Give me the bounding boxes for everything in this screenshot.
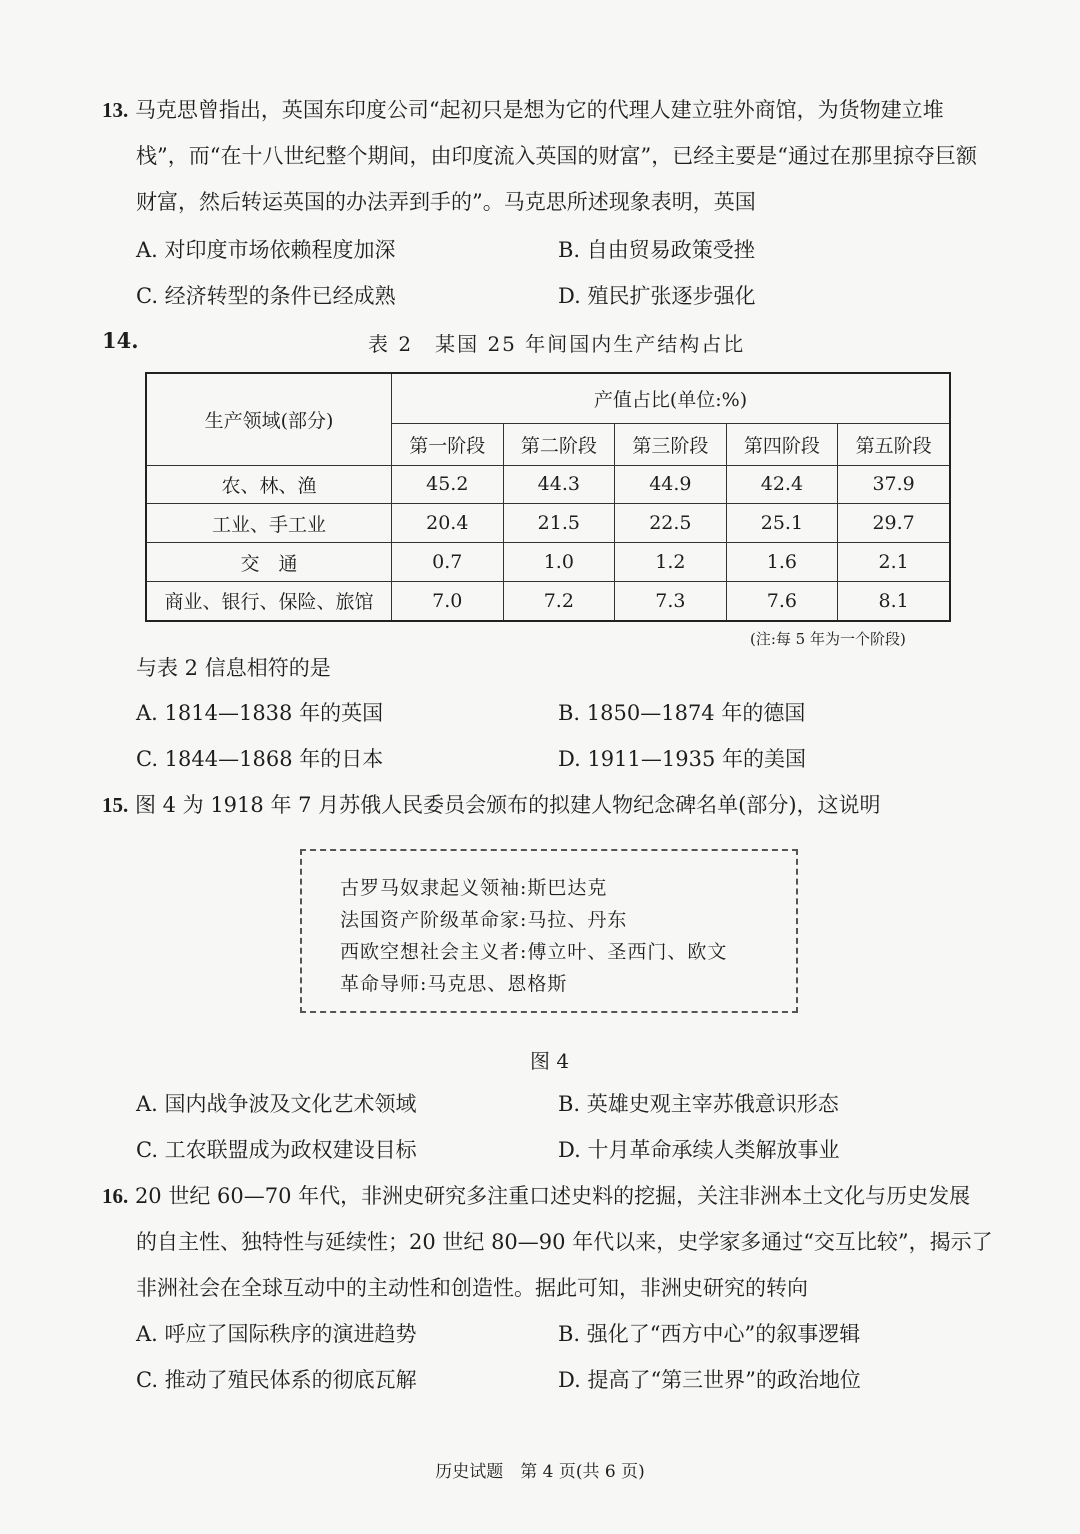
question-13 (102, 87, 1002, 225)
option-b[interactable]: B. 自由贸易政策受挫 (558, 238, 755, 262)
question-number: 16. (102, 1184, 129, 1208)
table-row (146, 465, 950, 504)
cell: 37.9 (838, 465, 950, 504)
figure-caption: 图 4 (530, 1049, 570, 1073)
option-c[interactable]: C. 经济转型的条件已经成熟 (136, 284, 396, 308)
cell: 2.1 (838, 543, 950, 582)
row-label: 农、林、渔 (146, 465, 392, 504)
option-d[interactable]: D. 十月革命承续人类解放事业 (558, 1138, 840, 1162)
question-16-line-2: 的自主性、独特性与延续性；20 世纪 80—90 年代以来，史学家多通过“交互比较”，揭示了 (136, 1230, 993, 1254)
cell: 7.6 (726, 581, 838, 621)
stage-header: 第四阶段 (726, 423, 838, 465)
question-15-stem: 图 4 为 1918 年 7 月苏俄人民委员会颁布的拟建人物纪念碑名单(部分)，这说明 (134, 793, 881, 817)
stage-header: 第一阶段 (392, 423, 504, 465)
question-16-line-1: 16. 20 世纪 60—70 年代，非洲史研究多注重口述史料的挖掘，关注非洲本土文化与历史发展 (102, 1184, 971, 1208)
table-row (146, 504, 950, 543)
cell: 22.5 (615, 504, 727, 543)
table-row (146, 543, 950, 582)
question-number: 13. (102, 98, 129, 122)
option-b[interactable]: B. 英雄史观主宰苏俄意识形态 (558, 1092, 839, 1116)
cell: 1.0 (503, 543, 615, 582)
option-b[interactable]: B. 1850—1874 年的德国 (558, 701, 806, 725)
question-13-line-2: 栈”，而“在十八世纪整个期间，由印度流入英国的财富”，已经主要是“通过在那里掠夺巨额 (136, 144, 977, 168)
option-b[interactable]: B. 强化了“西方中心”的叙事逻辑 (558, 1322, 861, 1346)
option-a[interactable]: A. 1814—1838 年的英国 (136, 701, 384, 725)
option-d[interactable]: D. 殖民扩张逐步强化 (558, 284, 756, 308)
question-13-line-1: 13. 马克思曾指出，英国东印度公司“起初只是想为它的代理人建立驻外商馆，为货物建立堆 (102, 98, 944, 122)
option-c[interactable]: C. 工农联盟成为政权建设目标 (136, 1138, 417, 1162)
question-15 (102, 782, 1002, 828)
option-c[interactable]: C. 1844—1868 年的日本 (136, 747, 384, 771)
question-16-line-3: 非洲社会在全球互动中的主动性和创造性。据此可知，非洲史研究的转向 (136, 1276, 808, 1300)
question-15-options (136, 1081, 996, 1173)
cell: 1.6 (726, 543, 838, 582)
cell: 7.0 (392, 581, 504, 621)
row-label: 商业、银行、保险、旅馆 (146, 581, 392, 621)
cell: 21.5 (503, 504, 615, 543)
question-13-options (136, 227, 996, 319)
cell: 29.7 (838, 504, 950, 543)
figure-line: 古罗马奴隶起义领袖:斯巴达克 (340, 877, 608, 899)
cell: 7.3 (615, 581, 727, 621)
stage-header: 第五阶段 (838, 423, 950, 465)
cell: 44.3 (503, 465, 615, 504)
question-16-options (136, 1311, 996, 1403)
cell: 8.1 (838, 581, 950, 621)
cell: 7.2 (503, 581, 615, 621)
option-a[interactable]: A. 对印度市场依赖程度加深 (136, 238, 396, 262)
option-c[interactable]: C. 推动了殖民体系的彻底瓦解 (136, 1368, 417, 1392)
cell: 0.7 (392, 543, 504, 582)
cell: 42.4 (726, 465, 838, 504)
table-note: (注:每 5 年为一个阶段) (750, 630, 906, 648)
figure-4-box (300, 849, 798, 1013)
stage-header: 第三阶段 (615, 423, 727, 465)
production-table (145, 372, 951, 622)
cell: 20.4 (392, 504, 504, 543)
figure-line: 法国资产阶级革命家:马拉、丹东 (340, 909, 628, 931)
table-group-header: 产值占比(单位:%) (392, 373, 951, 423)
stage-header: 第二阶段 (503, 423, 615, 465)
cell: 44.9 (615, 465, 727, 504)
option-a[interactable]: A. 国内战争波及文化艺术领域 (136, 1092, 417, 1116)
option-d[interactable]: D. 1911—1935 年的美国 (558, 747, 807, 771)
option-d[interactable]: D. 提高了“第三世界”的政治地位 (558, 1368, 861, 1392)
figure-line: 西欧空想社会主义者:傅立叶、圣西门、欧文 (340, 941, 728, 963)
option-a[interactable]: A. 呼应了国际秩序的演进趋势 (136, 1322, 417, 1346)
cell: 45.2 (392, 465, 504, 504)
page-footer: 历史试题 第 4 页(共 6 页) (435, 1462, 645, 1482)
row-label: 工业、手工业 (146, 504, 392, 543)
question-14-number: 14. (102, 328, 139, 353)
question-14-stem: 与表 2 信息相符的是 (136, 656, 331, 680)
question-14-options (136, 690, 996, 782)
table-caption: 表 2 某国 25 年间国内生产结构占比 (368, 332, 746, 356)
row-label: 交 通 (146, 543, 392, 582)
cell: 25.1 (726, 504, 838, 543)
figure-line: 革命导师:马克思、恩格斯 (340, 973, 568, 995)
question-16 (102, 1173, 1002, 1311)
question-number: 15. (102, 793, 129, 817)
question-13-line-3: 财富，然后转运英国的办法弄到手的”。马克思所述现象表明，英国 (136, 190, 756, 214)
table-corner-header: 生产领域(部分) (146, 373, 392, 465)
cell: 1.2 (615, 543, 727, 582)
table-row (146, 581, 950, 621)
